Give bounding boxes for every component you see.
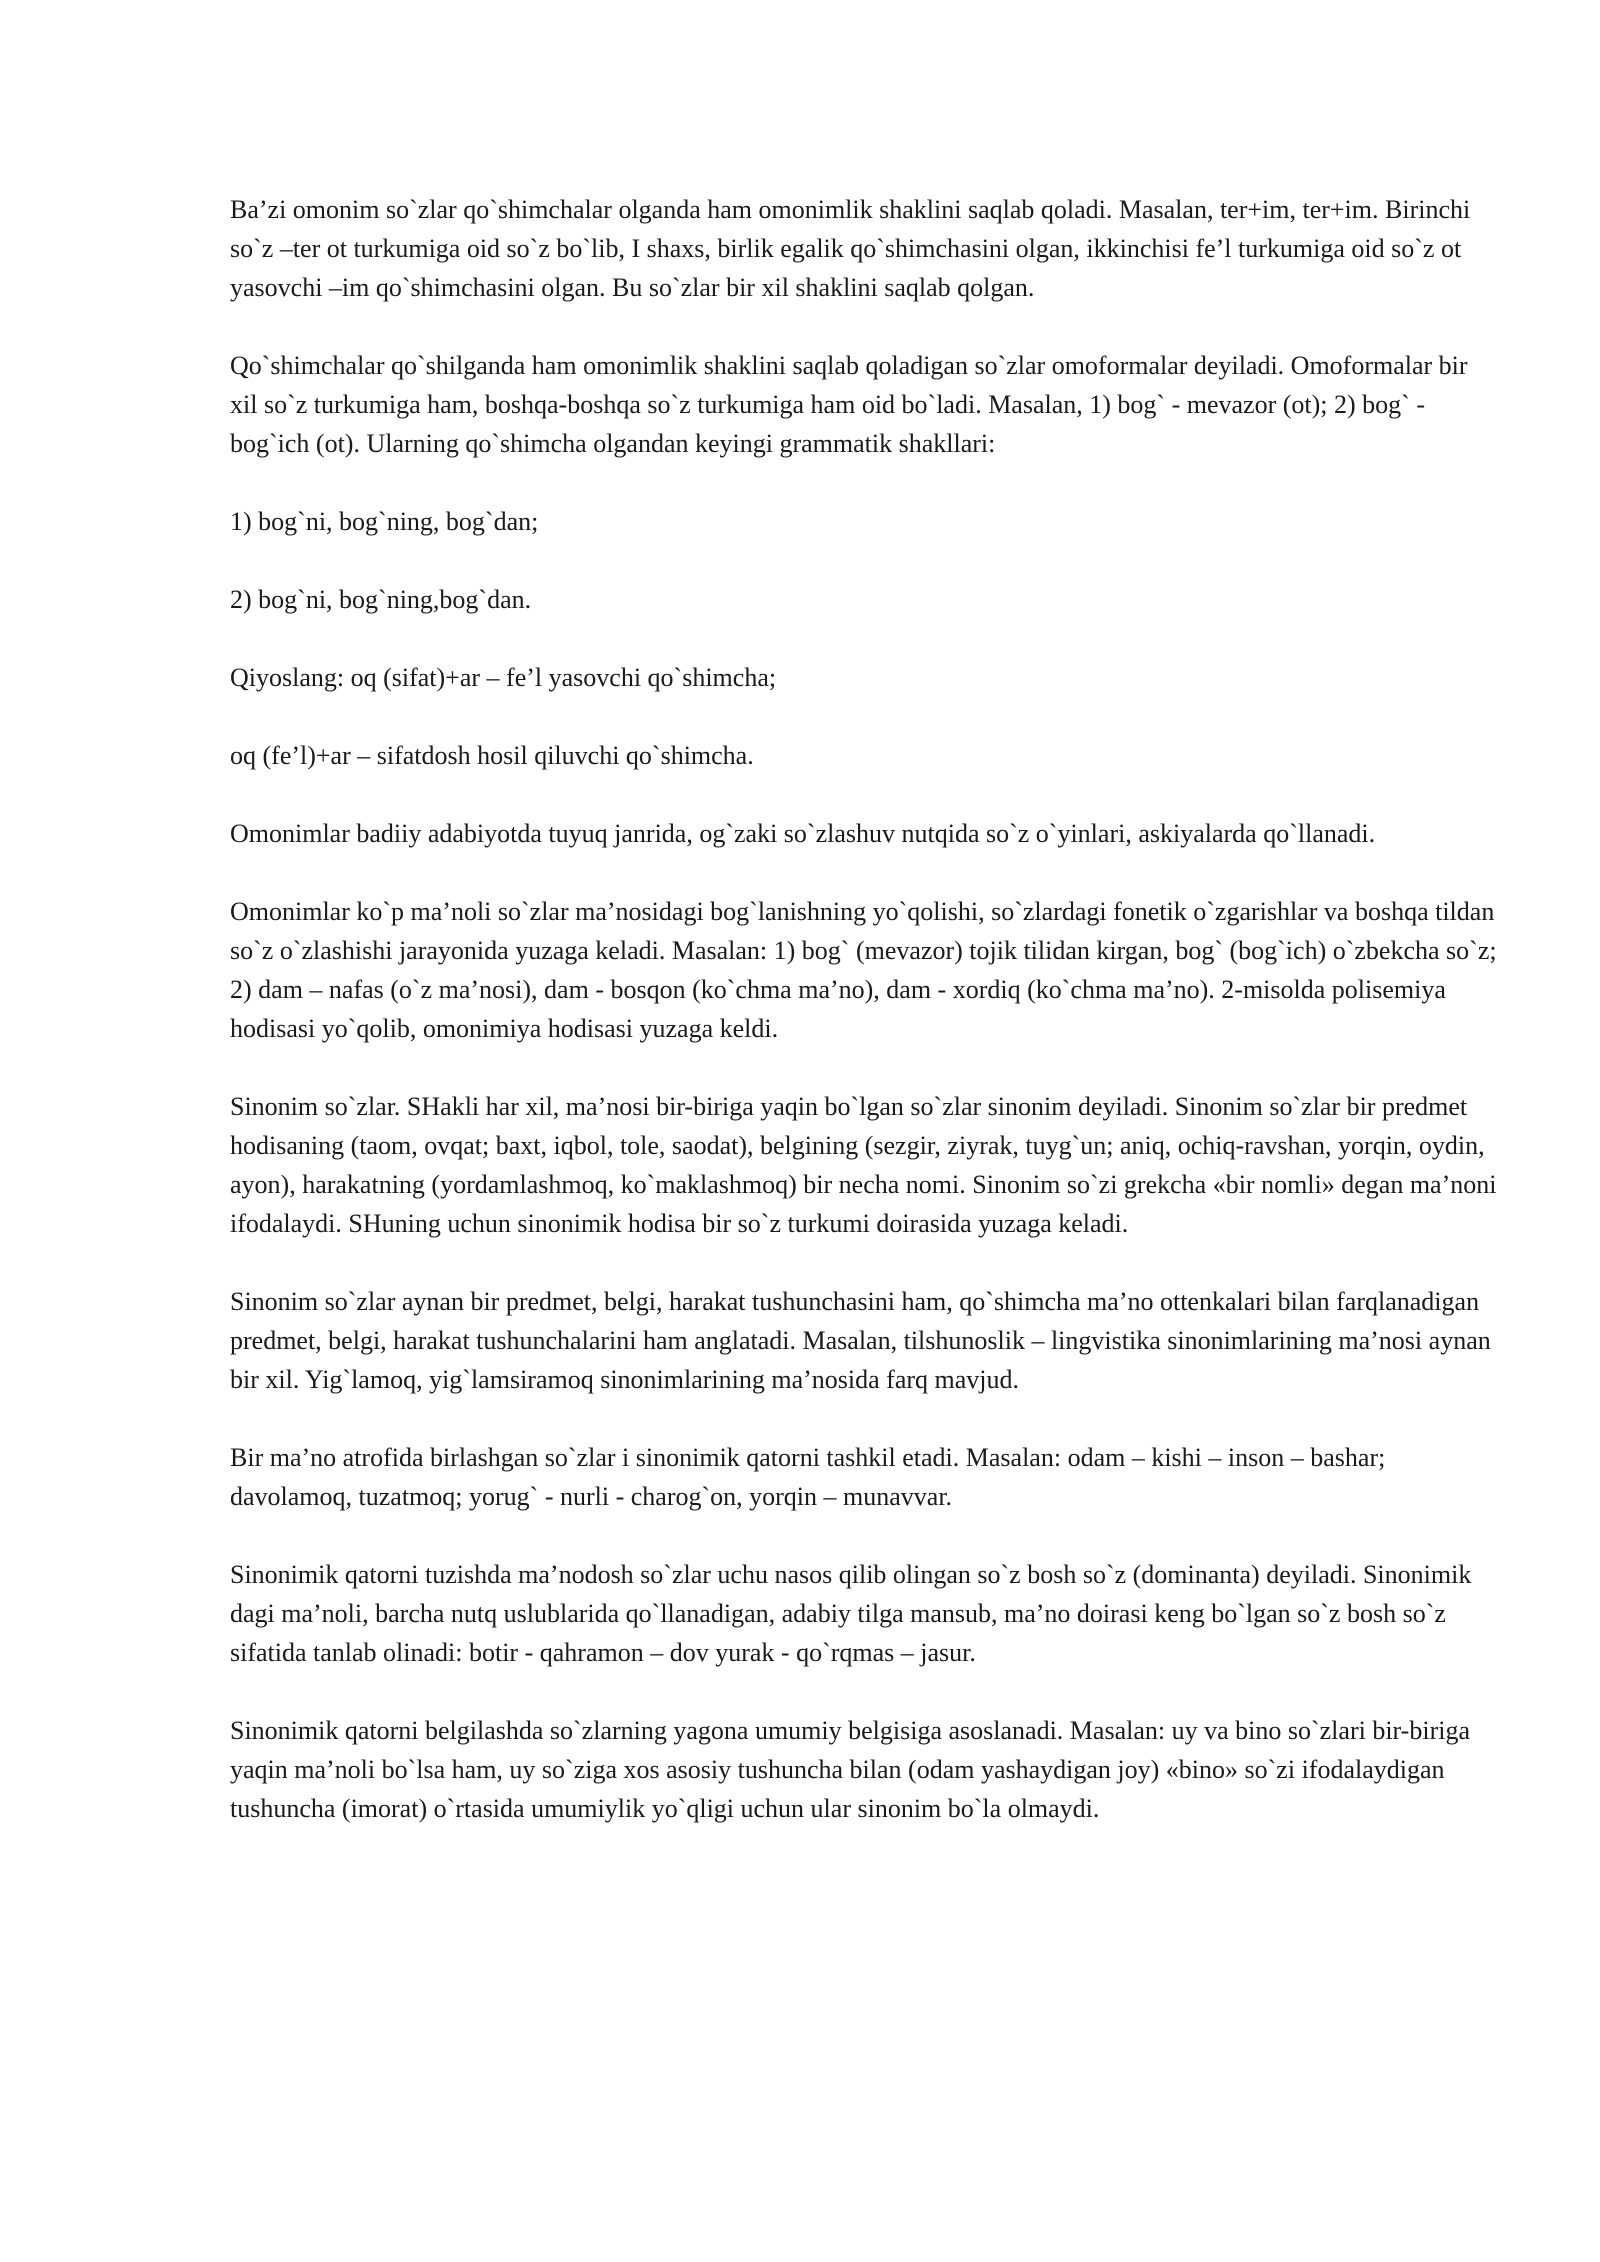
paragraph-omoforms-intro: Ba’zi omonim so`zlar qo`shimchalar olganda ham omonimlik shaklini saqlab qoladi. Masalan, ter+im, ter+im. Birinchi so`z –ter ot turkumiga oid so`z bo`lib, I shaxs, birlik egalik qo`shimchasini olgan, ikkinchisi fe’l turkumiga oid so`z ot yasovchi –im qo`shimchasini olgan. Bu so`zlar bir xil shaklini saqlab qolgan. — [230, 195, 1471, 302]
paragraph-example-1: 1) bog`ni, bog`ning, bog`dan; — [230, 507, 539, 536]
paragraph-homonyms-origin: Omonimlar ko`p ma’noli so`zlar ma’nosidagi bog`lanishning yo`qolishi, so`zlardagi fonetik o`zgarishlar va boshqa tildan so`z o`zlashishi jarayonida yuzaga keladi. Masalan: 1) bog` (mevazor) tojik tilidan kirgan, bog` (bog`ich) o`zbekcha so`z; 2) dam – nafas (o`z ma’nosi), dam - bosqon (ko`chma ma’no), dam - xordiq (ko`chma ma’no). 2-misolda polisemiya hodisasi yo`qolib, omonimiya hodisasi yuzaga keldi. — [230, 897, 1497, 1043]
paragraph-homonyms-usage: Omonimlar badiiy adabiyotda tuyuq janrida, og`zaki so`zlashuv nutqida so`z o`yinlari, askiyalarda qo`llanadi. — [230, 819, 1376, 848]
paragraph-example-2: 2) bog`ni, bog`ning,bog`dan. — [230, 585, 532, 614]
paragraph-dominant-word: Sinonimik qatorni tuzishda ma’nodosh so`zlar uchu nasos qilib olingan so`z bosh so`z (dominanta) deyiladi. Sinonimik dagi ma’noli, barcha nutq uslublarida qo`llanadigan, adabiy tilga mansub, ma’no doirasi keng bo`lgan so`z bosh so`z sifatida tanlab olinadi: botir - qahramon – dov yurak - qo`rqmas – jasur. — [230, 1560, 1472, 1667]
paragraph-omoforms-definition: Qo`shimchalar qo`shilganda ham omonimlik shaklini saqlab qoladigan so`zlar omoformalar deyiladi. Omoformalar bir xil so`z turkumiga ham, boshqa-boshqa so`z turkumiga ham oid bo`ladi. Masalan, 1) bog` - mevazor (ot); 2) bog` - bog`ich (ot). Ularning qo`shimcha olgandan keyingi grammatik shakllari: — [230, 351, 1468, 458]
document-body — [230, 190, 1500, 1867]
paragraph-compare-2: oq (fe’l)+ar – sifatdosh hosil qiluvchi qo`shimcha. — [230, 741, 754, 770]
paragraph-synonyms-meaning: Sinonim so`zlar aynan bir predmet, belgi, harakat tushunchasini ham, qo`shimcha ma’no ottenkalari bilan farqlanadigan predmet, belgi, harakat tushunchalarini ham anglatadi. Masalan, tilshunoslik – lingvistika sinonimlarining ma’nosi aynan bir xil. Yig`lamoq, yig`lamsiramoq sinonimlarining ma’nosida farq mavjud. — [230, 1287, 1491, 1394]
paragraph-compare-1: Qiyoslang: oq (sifat)+ar – fe’l yasovchi qo`shimcha; — [230, 663, 777, 692]
paragraph-synonyms-definition: Sinonim so`zlar. SHakli har xil, ma’nosi bir-biriga yaqin bo`lgan so`zlar sinonim deyiladi. Sinonim so`zlar bir predmet hodisaning (taom, ovqat; baxt, iqbol, tole, saodat), belgining (sezgir, ziyrak, tuyg`un; aniq, ochiq-ravshan, yorqin, oydin, ayon), harakatning (yordamlashmoq, ko`maklashmoq) bir necha nomi. Sinonim so`zi grekcha «bir nomli» degan ma’noni ifodalaydi. SHuning uchun sinonimik hodisa bir so`z turkumi doirasida yuzaga keladi. — [230, 1092, 1497, 1238]
paragraph-series-criteria: Sinonimik qatorni belgilashda so`zlarning yagona umumiy belgisiga asoslanadi. Masalan: uy va bino so`zlari bir-biriga yaqin ma’noli bo`lsa ham, uy so`ziga xos asosiy tushuncha bilan (odam yashaydigan joy) «bino» so`zi ifodalaydigan tushuncha (imorat) o`rtasida umumiylik yo`qligi uchun ular sinonim bo`la olmaydi. — [230, 1716, 1470, 1823]
paragraph-synonym-series: Bir ma’no atrofida birlashgan so`zlar i sinonimik qatorni tashkil etadi. Masalan: odam – kishi – inson – bashar; davolamoq, tuzatmoq; yorug` - nurli - charog`on, yorqin – munavvar. — [230, 1443, 1386, 1511]
